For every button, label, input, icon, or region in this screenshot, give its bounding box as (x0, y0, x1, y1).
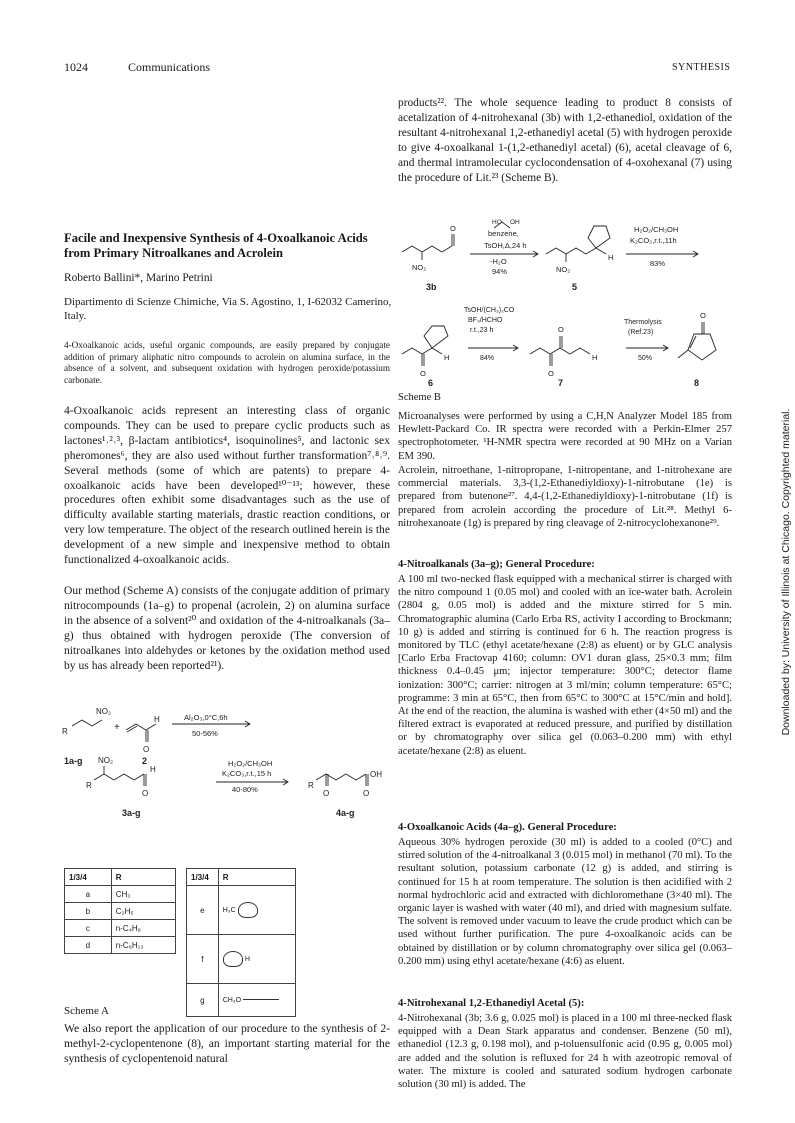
section-text-acetal: 4-Nitrohexanal (3b; 3.6 g, 0.025 mol) is placed in a 100 ml three-necked flask equipped with a Dean Stark apparatus and condenser. Benzene (50 ml), ethanediol (12.3 g, 0.198 mol), and p-toluensulfonic acid (0.95 g, 0.005 mol) are added and the solution is refluxed for 24 h with azeotropic removal of water. The mixture is cooled and saturated sodium hydrogen carbonate solution (30 ml) is added. The (398, 1013, 732, 1091)
scheme-b-step4-conditions-1: Thermolysis (624, 319, 662, 326)
scheme-b-o-5: O (700, 311, 706, 320)
scheme-b-caption: Scheme B (398, 392, 441, 403)
section-title-oxoalkanoic-acids: 4-Oxoalkanoic Acids (4a–g). General Procedure: (398, 822, 617, 833)
section-name: Communications (128, 60, 210, 74)
scheme-b-o-1: O (450, 224, 456, 233)
ester-chain-icon (243, 999, 279, 1000)
table-row: b C₂H₅ (65, 903, 176, 920)
scheme-b-h-1: H (608, 253, 614, 262)
scheme-a-step2-yield: 40-80% (232, 785, 258, 794)
table-row: e H₃C (187, 886, 296, 935)
scheme-b-step3-conditions-1: TsOH/(CH₃)₂CO (464, 307, 515, 314)
scheme-b-step4-yield: 50% (638, 355, 653, 362)
scheme-a-caption: Scheme A (64, 1005, 109, 1017)
label-8: 8 (694, 378, 700, 388)
journal-name: SYNTHESIS (672, 62, 731, 73)
scheme-a-o-1: O (143, 745, 150, 754)
scheme-b-no2-1: NO₂ (412, 263, 427, 272)
dioxolane-h-label: H (244, 956, 250, 964)
scheme-b-no2-2: NO₂ (556, 265, 571, 274)
scheme-b-reactions (398, 218, 734, 388)
label-6: 6 (428, 378, 434, 388)
scheme-b-step2-conditions-1: H₂O₂/CH₃OH (634, 225, 679, 234)
scheme-a-no2-1: NO₂ (96, 707, 112, 716)
section-text-nitroalkanals: A 100 ml two-necked flask equipped with a mechanical stirrer is charged with the nitro compound 1 (0.05 mol) and cooled with an ice-water bath. Acrolein (2804 g, 0.05 mol) is added and the mixture stirred for 5 min. Chromatographic alumina (Carlo Erba RS, activity I according to Brockmann; 10 g) is added and stirring is continued for 6 h. The reaction progress is monitored by TLC (ethyl acetate/hexane (2:8) as eluent) or by GLC analysis [Carlo Erba Fractovap 4160; column: OV1 duran glass, 25×0.3 mm; film thickness 0.4–0.45 μm; injector temperature: 300°C; detector flame ionization: 300°C; carrier: nitrogen at 3 ml/min; column temperature: 65°C; programme: 3 min at 65°C, then from 65°C to 300°C at 15°C/min and hold]. At the end of the reaction, the alumina is washed with ether (4×50 ml) and the filtered extract is evaporated at reduced pressure, and purified by distillation or by chromatography over silica gel (0.063–0.200 mm) with ethyl acetate/hexane (2:8) as eluent. (398, 574, 732, 757)
scheme-b-ho: HO (492, 219, 502, 226)
scheme-a-r-3: R (308, 781, 314, 790)
scheme-a-o-3: O (323, 789, 330, 798)
label-7: 7 (558, 378, 564, 388)
table-row: d n-C₆H₁₃ (65, 937, 176, 954)
scheme-b-benzene: benzene, (488, 229, 519, 238)
scheme-b-minus-water: -H₂O (490, 257, 507, 266)
scheme-b-step1-yield: 94% (492, 267, 508, 276)
scheme-a-step2-conditions-1: H₂O₂/CH₃OH (228, 759, 273, 768)
dioxolane-ring-icon (238, 902, 258, 918)
page-number: 1024 (64, 60, 88, 74)
scheme-b-step3-yield: 84% (480, 355, 495, 362)
experimental-instruments: Microanalyses were performed by using a C,H,N Analyzer Model 185 from Hewlett-Packard Co. IR spectra were recorded with a Perkin-Elmer 257 spectrophotometer. ¹H-NMR spectra were recorded at 90 MHz on a Varian EM 390. (398, 411, 732, 462)
scheme-b-step3-conditions-3: r.t.,23 h (470, 327, 494, 334)
right-intro-paragraph: products²². The whole sequence leading to product 8 consists of acetalization of 4-nitrohexanal (3b) with 1,2-ethanediol, oxidation of the resultant 4-nitrohexanal 1,2-ethanediyl acetal (5) with hydrogen peroxide to give 4-oxoalkanal 1-(1,2-ethanediyl acetal) (6), acetal cleavage of 6, and thermal intramolecular cyclocondensation of 4-oxohexanal (7) using the procedure of Lit.²³ (Scheme B). (398, 97, 733, 184)
label-3b: 3b (426, 282, 437, 292)
scheme-b-oh: OH (510, 219, 520, 226)
scheme-b-o-2: O (420, 369, 426, 378)
ester-methoxy-label: CH₃O (222, 996, 242, 1004)
scheme-a-o-4: O (363, 789, 370, 798)
label-5: 5 (572, 282, 578, 292)
dioxolane-methyl-label: H₃C (222, 907, 236, 915)
table-row: g CH₃O (187, 984, 296, 1017)
method-paragraph: Our method (Scheme A) consists of the conjugate addition of primary nitrocompounds (1a–g) to propenal (acrolein, 2) on alumina surface in the absence of a solvent²⁰ and oxidation of the 4-nitroalkanals (3a–g) thus obtained with hydrogen peroxide (The conversion of nitroalkanes into aldehydes or ketones by the oxidation method used by us has already been reported²¹). (64, 584, 390, 672)
scheme-b-step1-conditions: TsOH,Δ,24 h (484, 241, 527, 250)
section-text-oxoalkanoic-acids: Aqueous 30% hydrogen peroxide (30 ml) is added to a cooled (0°C) and stirred solution of the 4-nitroalkanal 3 (0.015 mol) in methanol (70 ml). To the resultant solution, potassium carbonate (12 g) is added, and stirring is continued for 15 h at room temperature. The solution is then acidified with 2 normal hydrochloric acid and extracted with dichloromethane (3×40 ml). The organic layer is washed with water (40 ml), and dried with magnesium sulfate. The solvent is removed under vacuum to leave the crude product which can be used without further purification. The pure 4-oxoalkanoic acids can be obtained by distillation or by column chromatography over silica gel (0.063–0.200 mm) using ethyl acetate/hexane (4:6) as eluent. (398, 837, 732, 967)
scheme-b-step2-yield: 83% (650, 259, 666, 268)
article-affiliation: Dipartimento di Scienze Chimiche, Via S. Agostino, 1, I-62032 Camerino, Italy. (64, 296, 392, 322)
scheme-b-step2-conditions-2: K₂CO₃,r.t.,11h (630, 236, 677, 245)
scheme-b-h-3: H (592, 353, 598, 362)
scheme-a-oh: OH (370, 770, 382, 779)
intro-paragraph: 4-Oxoalkanoic acids represent an interesting class of organic compounds. They can be used to prepare cyclic products such as lactones¹˒²˒³, β-lactam antibiotics⁴, isoquinolines⁵, and lactonic sex pheromones⁶, they are also used without further transformation⁷˒⁸˒⁹. Several methods (some of which are patents) to prepare 4-oxoalkanoic acids have been developed¹⁰⁻¹³; however, these procedures often exhibit some disadvantages such as the use of difficulty available starting materials, drastic reaction conditions, or very low temperature. The object of the research outlined herein is the development of a new simple and inexpensive method to obtain functionalized 4-oxoalkanoic acids. (64, 404, 390, 567)
scheme-a-r-2: R (86, 781, 92, 790)
scheme-a-step1-yield: 50-56% (192, 729, 218, 738)
table-right-header-1: 1/3/4 (187, 869, 219, 886)
label-1a-g: 1a-g (64, 756, 83, 766)
scheme-b-h-2: H (444, 353, 450, 362)
scheme-b-step4-conditions-2: (Ref.23) (628, 329, 654, 336)
scheme-b-o-3: O (558, 325, 564, 334)
scheme-a-o-2: O (142, 789, 149, 798)
label-3a-g: 3a-g (122, 808, 141, 818)
table-right-header-2: R (218, 869, 295, 886)
article-authors: Roberto Ballini*, Marino Petrini (64, 272, 213, 284)
label-4a-g: 4a-g (336, 808, 355, 818)
table-row: a CH₃ (65, 886, 176, 903)
scheme-a-reactions (60, 704, 390, 864)
article-abstract: 4-Oxoalkanoic acids, useful organic compounds, are easily prepared by conjugate addition of primary aliphatic nitro compounds to acrolein on alumina surface, in the absence of a solvent, and subsequent oxidation with hydrogen peroxide/potassium carbonate. (64, 340, 390, 385)
dioxolane-ring-icon (223, 951, 243, 967)
scheme-a-step2-conditions-2: K₂CO₃,r.t.,15 h (222, 769, 272, 778)
scheme-a-table-left (64, 868, 176, 954)
scheme-a-table-right (186, 868, 296, 1017)
table-row: c n-C₄H₉ (65, 920, 176, 937)
scheme-a-no2-2: NO₂ (98, 756, 114, 765)
scheme-b-step3-conditions-2: BF₃/HCHO (468, 317, 503, 324)
label-2: 2 (142, 756, 148, 766)
scheme-a-r-1: R (62, 727, 68, 736)
article-title: Facile and Inexpensive Synthesis of 4-Oxoalkanoic Acids from Primary Nitroalkanes and Acrolein (64, 231, 368, 260)
scheme-b-o-4: O (548, 369, 554, 378)
left-bottom-paragraph: We also report the application of our procedure to the synthesis of 2-methyl-2-cyclopentenone (8), an important starting material for the synthesis of cyclopentenoid natural (64, 1022, 390, 1065)
table-left-header-1: 1/3/4 (65, 869, 112, 886)
scheme-a-step1-conditions: Al₂O₃,0°C,6h (184, 713, 228, 722)
table-row: f H (187, 935, 296, 984)
section-title-nitroalkanals: 4-Nitroalkanals (3a–g); General Procedure: (398, 559, 595, 570)
scheme-a-h-2: H (150, 765, 156, 774)
table-left-header-2: R (111, 869, 175, 886)
scheme-a-plus: + (114, 722, 120, 733)
section-title-acetal: 4-Nitrohexanal 1,2-Ethanediyl Acetal (5): (398, 998, 585, 1009)
experimental-materials: Acrolein, nitroethane, 1-nitropropane, 1-nitropentane, and 1-nitrohexane are commercial materials. 3,3-(1,2-Ethanediyldioxy)-1-nitrobutane (1e) is prepared from butenone²⁷. 4,4-(1,2-Ethanediyldioxy)-1-nitrobutane (1f) is prepared from acrolein according the procedure of Lit.²⁸. Methyl 6-nitrohexanoate (1g) is prepared by ring cleavage of 2-nitrocyclohexanone²⁹. (398, 465, 732, 529)
scheme-a-h-1: H (154, 715, 160, 724)
